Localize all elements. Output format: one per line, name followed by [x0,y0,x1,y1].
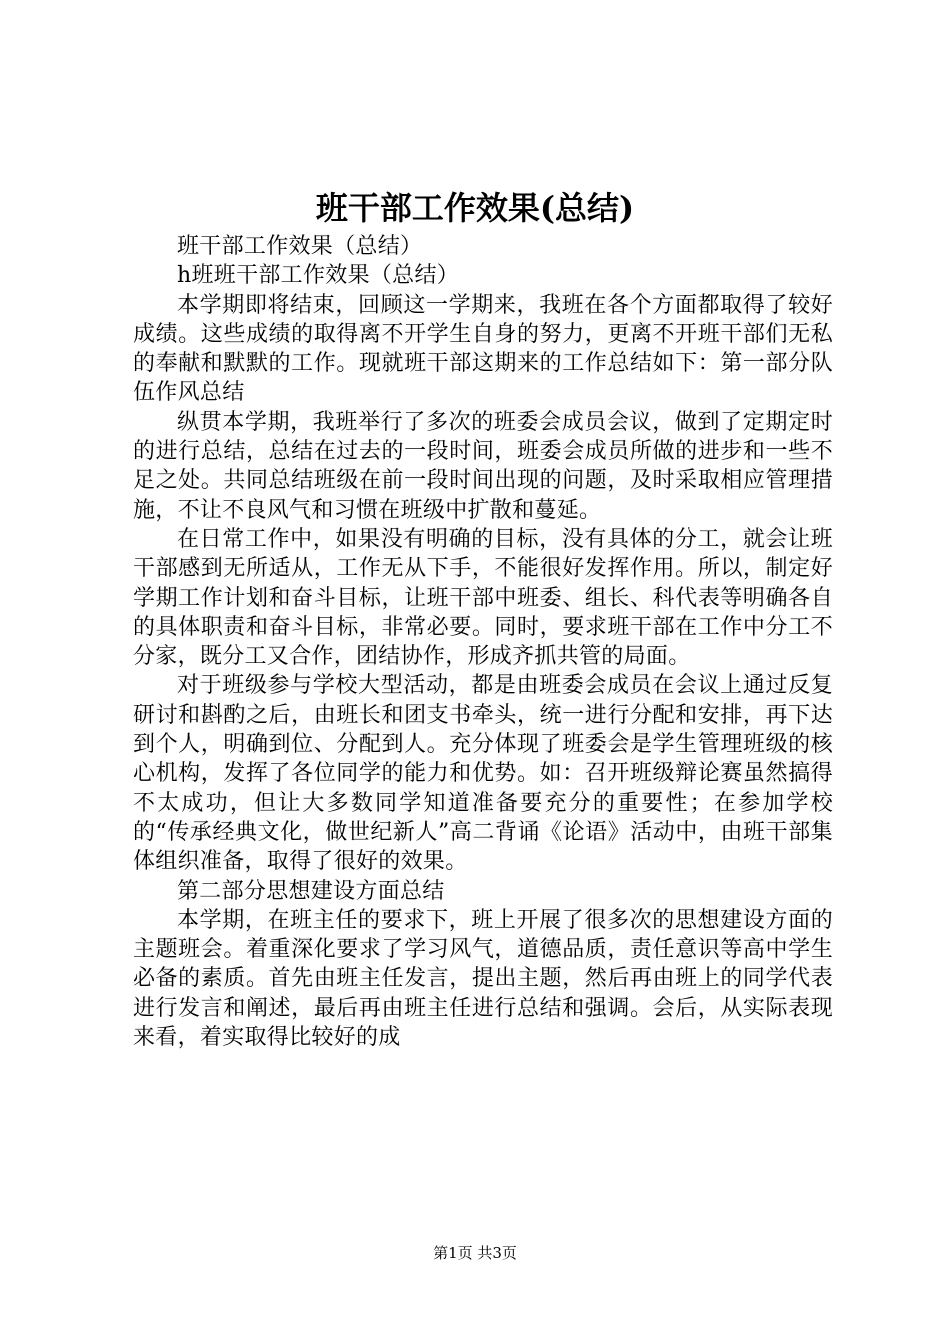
paragraph-section-two-heading: 第二部分思想建设方面总结 [177,878,445,904]
document-title: 班干部工作效果(总结) [315,189,635,227]
paragraph-intro: 本学期即将结束，回顾这一学期来，我班在各个方面都取得了较好成绩。这些成绩的取得离不开学生自身的努力，更离不开班干部们无私的奉献和默默的工作。现就班干部这期来的工作总结如下：第一部分队伍作风总结 [133,292,833,406]
page-number-footer: 第1页 共3页 [433,1244,517,1262]
paragraph-meetings: 纵贯本学期，我班举行了多次的班委会成员会议，做到了定期定时的进行总结，总结在过去的一段时间，班委会成员所做的进步和一些不足之处。共同总结班级在前一段时间出现的问题，及时采取相应管理措施，不让不良风气和习惯在班级中扩散和蔓延。 [133,409,833,523]
paragraph-ideology: 本学期，在班主任的要求下，班上开展了很多次的思想建设方面的主题班会。着重深化要求了学习风气，道德品质，责任意识等高中学生必备的素质。首先由班主任发言，提出主题，然后再由班上的同学代表进行发言和阐述，最后再由班主任进行总结和强调。会后，从实际表现来看，着实取得比较好的成 [133,907,833,1051]
paragraph-class-title: h班班干部工作效果（总结） [177,263,460,289]
document-body [133,232,833,1052]
paragraph-subtitle: 班干部工作效果（总结） [177,234,423,259]
paragraph-activities: 对于班级参与学校大型活动，都是由班委会成员在会议上通过反复研讨和斟酌之后，由班长和团支书牵头，统一进行分配和安排，再下达到个人，明确到位、分配到人。充分体现了班委会是学生管理班级的核心机构，发挥了各位同学的能力和优势。如：召开班级辩论赛虽然搞得不太成功，但让大多数同学知道准备要充分的重要性；在参加学校的“传承经典文化，做世纪新人”高二背诵《论语》活动中，由班干部集体组织准备，取得了很好的效果。 [133,673,833,875]
paragraph-daily-work: 在日常工作中，如果没有明确的目标，没有具体的分工，就会让班干部感到无所适从，工作无从下手，不能很好发挥作用。所以，制定好学期工作计划和奋斗目标，让班干部中班委、组长、科代表等明确各自的具体职责和奋斗目标，非常必要。同时，要求班干部在工作中分工不分家，既分工又合作，团结协作，形成齐抓共管的局面。 [133,526,833,670]
